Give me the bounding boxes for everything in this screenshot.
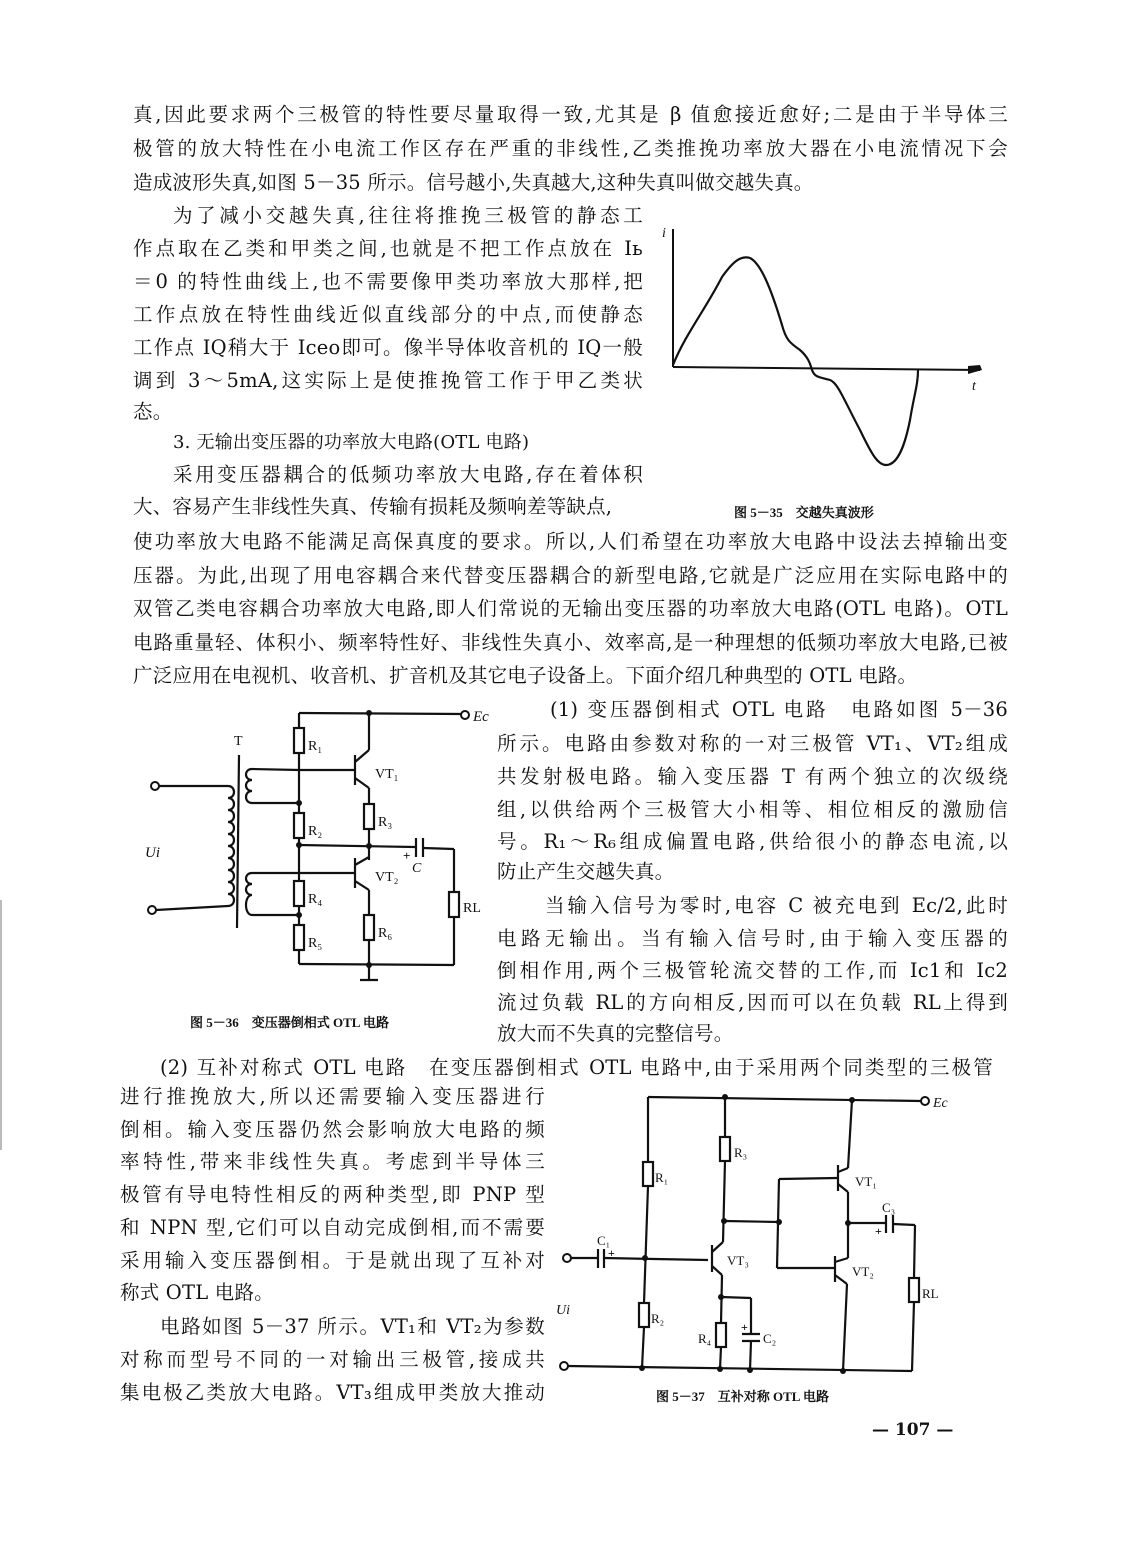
label-r6: R₆ xyxy=(378,926,393,941)
label-r1: R₁ xyxy=(655,1170,669,1185)
text-line: 当输入信号为零时,电容 C 被充电到 Ec/2,此时 xyxy=(545,894,1008,917)
text-line: (1) 变压器倒相式 OTL 电路 电路如图 5－36 xyxy=(550,698,1008,721)
vt2-collector-wire xyxy=(843,1284,847,1371)
label-r4: R₄ xyxy=(308,892,323,907)
transformer-label: T xyxy=(234,734,243,749)
crossover-distortion-curve xyxy=(673,257,918,465)
text-line: 双管乙类电容耦合功率放大电路,即人们常说的无输出变压器的功率放大电路(OTL 电路)。OTL xyxy=(133,597,1008,620)
text-line: 为了减小交越失真,往往将推挽三极管的静态工 xyxy=(173,204,643,227)
cap-plus: + xyxy=(403,848,411,863)
ground-rail xyxy=(299,964,454,965)
text-line: 采用输入变压器倒相。于是就出现了互补对 xyxy=(120,1249,545,1272)
section-heading: 3. 无输出变压器的功率放大电路(OTL 电路) xyxy=(173,432,530,453)
text-line: 组,以供给两个三极管大小相等、相位相反的激励信 xyxy=(497,798,1008,821)
figure-caption: 图 5－37 互补对称 OTL 电路 xyxy=(656,1389,829,1404)
vt2-collector xyxy=(355,857,369,865)
figure-5-36-circuit xyxy=(140,700,500,1040)
label-cap: C xyxy=(412,861,422,876)
output-wire xyxy=(914,1225,915,1278)
text-line: 广泛应用在电视机、收音机、扩音机及其它电子设备上。下面介绍几种典型的 OTL 电路。 xyxy=(133,664,918,687)
resistor-rl xyxy=(449,892,459,917)
text-line: ＝0 的特性曲线上,也不需要像甲类功率放大那样,把 xyxy=(133,270,643,293)
y-axis-label: i xyxy=(662,226,666,241)
label-r3: R₃ xyxy=(734,1145,748,1160)
vt3-collector xyxy=(712,1242,723,1252)
x-axis xyxy=(673,367,980,370)
resistor-r4 xyxy=(716,1323,726,1347)
label-vt3: VT₃ xyxy=(727,1253,749,1268)
resistor-r1 xyxy=(294,728,304,753)
supply-terminal xyxy=(921,1097,929,1105)
input-label: Ui xyxy=(145,845,160,861)
text-line: 态。 xyxy=(133,400,173,423)
c3-plus: + xyxy=(875,1224,882,1238)
resistor-rl xyxy=(909,1278,919,1302)
label-rl: RL xyxy=(463,901,481,916)
junction-dot xyxy=(366,843,372,849)
text-line: 极管有导电特性相反的两种类型,即 PNP 型 xyxy=(120,1183,545,1206)
junction-dot xyxy=(840,1368,846,1374)
text-line: 工作点放在特性曲线近似直线部分的中点,而使静态 xyxy=(133,303,643,326)
text-line: 真,因此要求两个三极管的特性要尽量取得一致,尤其是 β 值愈接近愈好;二是由于半导体三 xyxy=(133,103,1008,126)
label-r2: R₂ xyxy=(651,1311,665,1326)
input-terminal xyxy=(563,1254,571,1262)
supply-rail xyxy=(299,713,462,714)
text-line: 造成波形失真,如图 5－35 所示。信号越小,失真越大,这种失真叫做交越失真。 xyxy=(133,171,814,194)
label-r3: R₃ xyxy=(378,815,393,830)
text-line: (2) 互补对称式 OTL 电路 在变压器倒相式 OTL 电路中,由于采用两个同类型的三极管 xyxy=(160,1056,993,1079)
vt1-collector xyxy=(838,1168,848,1172)
label-r5: R₅ xyxy=(308,936,323,951)
resistor-r2 xyxy=(639,1303,649,1327)
vt3-emitter xyxy=(712,1266,722,1275)
vt1-emitter xyxy=(355,778,369,788)
junction-dot xyxy=(639,1365,645,1371)
page-number: — 107 — xyxy=(872,1420,954,1440)
resistor-r1 xyxy=(643,1162,653,1186)
label-c2: C₂ xyxy=(763,1331,777,1346)
figure-5-37-circuit xyxy=(555,1085,1005,1445)
vt1-emitter xyxy=(838,1184,848,1192)
text-line: 压器。为此,出现了用电容耦合来代替变压器耦合的新型电路,它就是广泛应用在实际电路中的 xyxy=(133,564,1008,587)
text-line: 工作点 IQ稍大于 Iceo即可。像半导体收音机的 IQ一般 xyxy=(133,336,643,359)
transformer-core xyxy=(237,755,239,928)
text-line: 流过负载 RL的方向相反,因而可以在负载 RL上得到 xyxy=(497,991,1008,1014)
input-label: Ui xyxy=(556,1303,570,1318)
label-vt1: VT₁ xyxy=(855,1174,877,1189)
emitter-wire xyxy=(720,1347,721,1369)
input-terminal xyxy=(560,1362,568,1370)
resistor-r6 xyxy=(364,915,374,940)
bias-wire xyxy=(642,1327,644,1368)
midpoint-wire xyxy=(299,845,415,847)
text-line: 采用变压器耦合的低频功率放大电路,存在着体积 xyxy=(173,463,643,486)
text-line: 防止产生交越失真。 xyxy=(497,860,675,883)
secondary-winding-2 xyxy=(246,873,299,915)
text-line: 对称而型号不同的一对输出三极管,接成共 xyxy=(120,1348,545,1371)
scan-edge-mark xyxy=(0,900,2,1150)
label-c1: C₁ xyxy=(597,1233,611,1248)
text-line: 和 NPN 型,它们可以自动完成倒相,而不需要 xyxy=(120,1216,545,1239)
text-line: 调到 3～5mA,这实际上是使推挽管工作于甲乙类状 xyxy=(133,369,643,392)
text-line: 使功率放大电路不能满足高保真度的要求。所以,人们希望在功率放大电路中设法去掉输出变 xyxy=(133,530,1008,553)
label-vt2: VT₂ xyxy=(375,870,399,885)
text-line: 电路无输出。当有输入信号时,由于输入变压器的 xyxy=(497,927,1008,950)
output-wire xyxy=(912,1302,914,1371)
resistor-r5 xyxy=(294,925,304,950)
x-axis-label: t xyxy=(972,379,976,394)
label-r2: R₂ xyxy=(308,824,323,839)
junction-dot xyxy=(747,1367,753,1373)
output-wire xyxy=(893,1224,915,1225)
text-line: 率特性,带来非线性失真。考虑到半导体三 xyxy=(120,1150,545,1173)
label-c3: C₃ xyxy=(882,1200,896,1215)
label-r1: R₁ xyxy=(308,739,323,754)
text-line: 作点取在乙类和甲类之间,也就是不把工作点放在 Iь xyxy=(133,237,643,260)
text-line: 集电极乙类放大电路。VT₃组成甲类放大推动 xyxy=(120,1381,545,1404)
c2-plus: + xyxy=(741,1320,748,1334)
r3-wire xyxy=(723,1161,725,1242)
vt2-collector xyxy=(835,1275,847,1284)
text-line: 大、容易产生非线性失真、传输有损耗及频响差等缺点, xyxy=(133,495,613,518)
input-wire xyxy=(604,1258,708,1260)
supply-terminal xyxy=(461,711,469,719)
label-r4: R₄ xyxy=(698,1331,712,1346)
supply-label: Ec xyxy=(473,709,489,725)
text-line: 所示。电路由参数对称的一对三极管 VT₁、VT₂组成 xyxy=(497,732,1008,755)
junction-dot xyxy=(717,1366,723,1372)
vt1-collector xyxy=(355,750,369,762)
c1-plus: + xyxy=(608,1246,615,1260)
c2-wire xyxy=(721,1297,751,1298)
resistor-r3 xyxy=(364,804,374,829)
vt2-emitter xyxy=(835,1258,848,1262)
supply-label: Ec xyxy=(933,1096,948,1111)
resistor-r3 xyxy=(720,1137,730,1161)
text-line: 电路重量轻、体积小、频率特性好、非线性失真小、效率高,是一种理想的低频功率放大电路,已被 xyxy=(133,631,1008,654)
supply-rail xyxy=(648,1097,921,1101)
text-line: 共发射极电路。输入变压器 T 有两个独立的次级绕 xyxy=(497,765,1008,788)
text-line: 进行推挽放大,所以还需要输入变压器进行 xyxy=(120,1085,545,1108)
driver-wire xyxy=(724,1221,779,1222)
x-axis-arrow xyxy=(968,365,982,374)
text-line: 称式 OTL 电路。 xyxy=(120,1281,274,1304)
resistor-r2 xyxy=(294,813,304,838)
text-line: 极管的放大特性在小电流工作区存在严重的非线性,乙类推挽功率放大器在小电流情况下会 xyxy=(133,137,1008,160)
label-rl: RL xyxy=(922,1286,939,1301)
text-line: 电路如图 5－37 所示。VT₁和 VT₂为参数 xyxy=(160,1315,545,1338)
ground-rail xyxy=(568,1366,912,1371)
label-vt2: VT₂ xyxy=(852,1264,874,1279)
output-wire xyxy=(423,848,454,849)
figure-caption: 图 5－36 变压器倒相式 OTL 电路 xyxy=(190,1015,389,1030)
text-line: 倒相。输入变压器仍然会影响放大电路的频 xyxy=(120,1118,545,1141)
vt1-base-wire xyxy=(779,1178,837,1179)
resistor-r4 xyxy=(294,881,304,906)
primary-winding xyxy=(156,786,234,910)
figure-caption: 图 5－35 交越失真波形 xyxy=(734,505,874,520)
vt1-collector-wire xyxy=(848,1100,852,1168)
secondary-winding-1 xyxy=(246,769,299,803)
driver-wire xyxy=(777,1179,779,1268)
c2-wire xyxy=(750,1341,751,1370)
text-line: 放大而不失真的完整信号。 xyxy=(497,1022,734,1045)
input-terminal xyxy=(148,906,156,914)
figure-5-35-waveform xyxy=(660,215,1000,525)
vt2-emitter xyxy=(355,881,369,890)
bias-wire xyxy=(644,1186,648,1303)
label-vt1: VT₁ xyxy=(375,767,399,782)
text-line: 号。R₁～R₆组成偏置电路,供给很小的静态电流,以 xyxy=(497,830,1008,853)
input-terminal xyxy=(151,782,159,790)
text-line: 倒相作用,两个三极管轮流交替的工作,而 Ic1和 Ic2 xyxy=(497,959,1008,982)
